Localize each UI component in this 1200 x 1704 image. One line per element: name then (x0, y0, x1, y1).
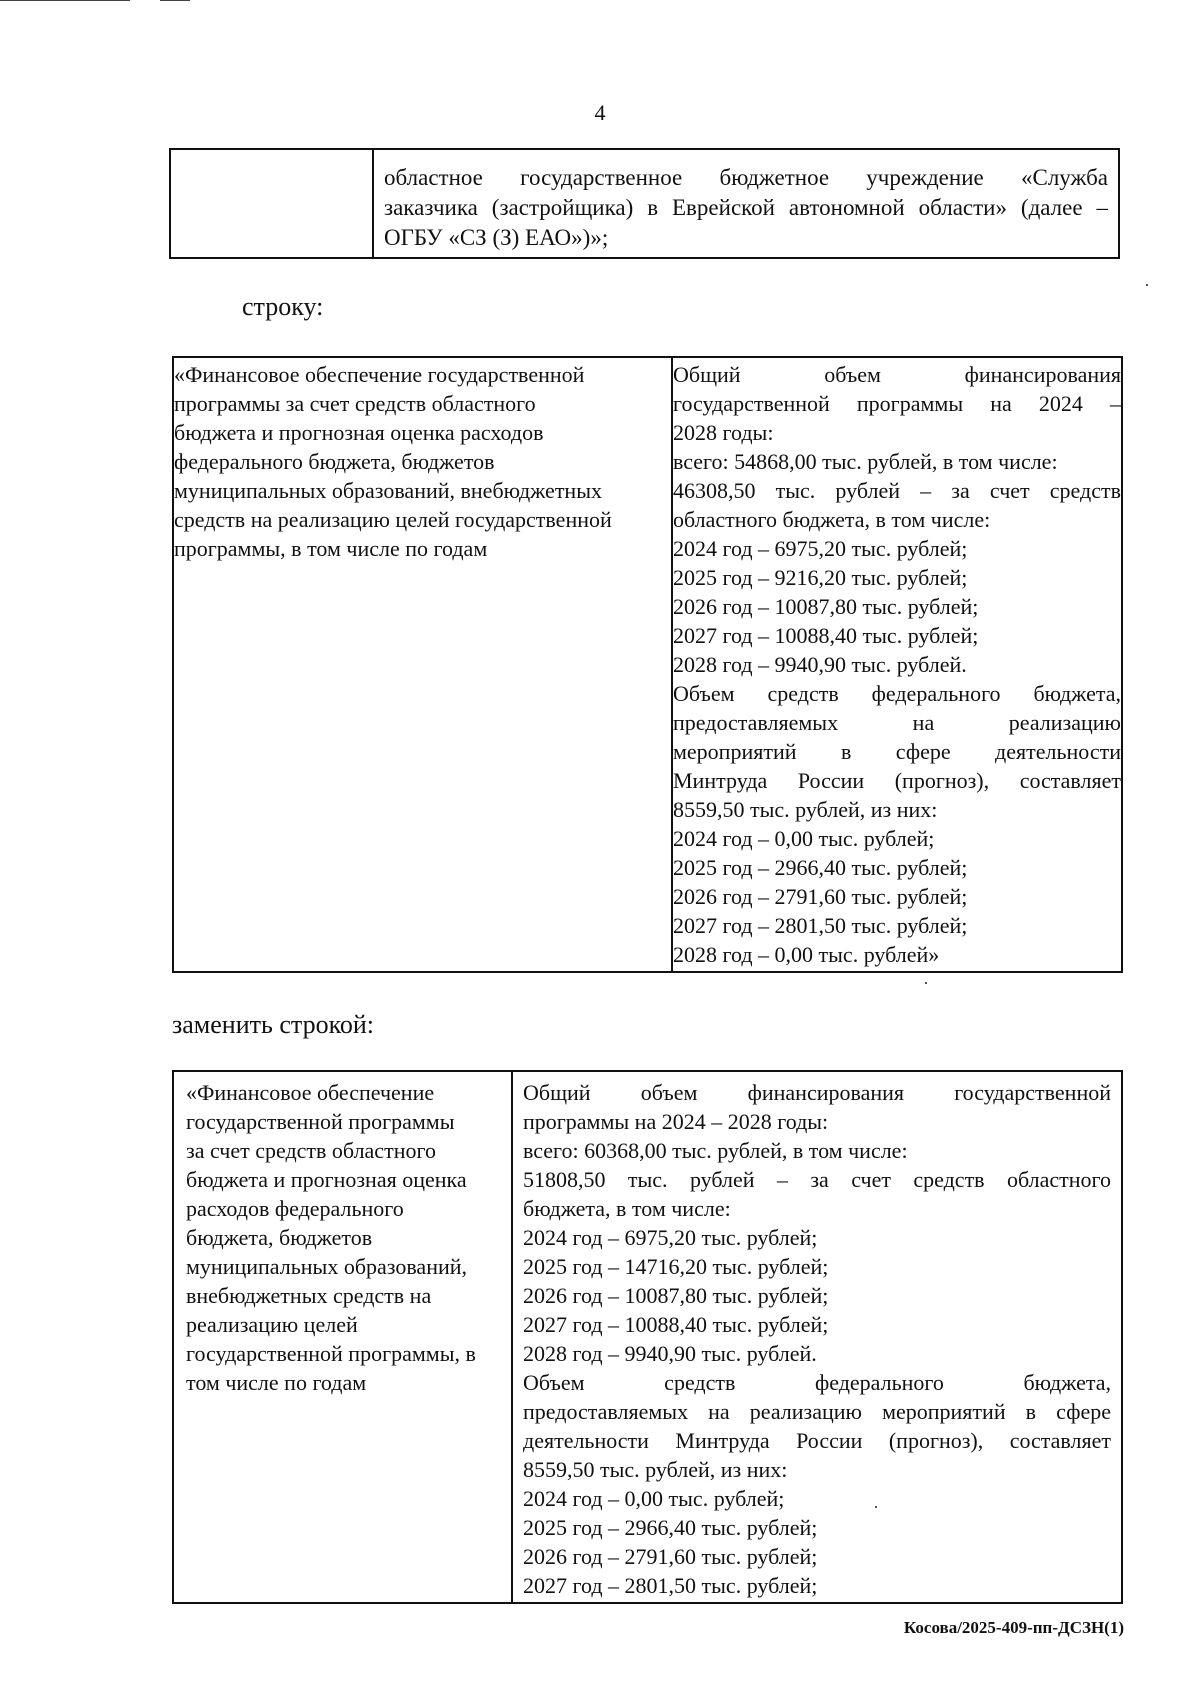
text-line: Минтруда России (прогноз), составляет (673, 768, 1121, 793)
text-line: федерального бюджета, бюджетов (174, 449, 495, 474)
text-line: государственной программы на 2024 – (673, 391, 1121, 416)
text-line: муниципальных образований, внебюджетных (174, 478, 602, 503)
text-line: 2028 год – 9940,90 тыс. рублей. (523, 1341, 817, 1366)
text-line: 2026 год – 2791,60 тыс. рублей; (523, 1544, 818, 1569)
text-line: бюджета, бюджетов (186, 1225, 373, 1250)
text-line: бюджета и прогнозная оценка (186, 1167, 467, 1192)
table-cell-value (512, 1071, 1122, 1603)
text-line: «Финансовое обеспечение государственной (174, 362, 585, 387)
table-new (172, 1070, 1123, 1604)
scan-dust (925, 982, 927, 984)
text-line: деятельности Минтруда России (прогноз), составляет (523, 1428, 1111, 1453)
text-line: мероприятий в сфере деятельности (673, 739, 1121, 764)
text-line: программы за счет средств областного (174, 391, 536, 416)
text-line: государственной программы (186, 1109, 455, 1134)
table-row (173, 1071, 1122, 1603)
text-line: всего: 60368,00 тыс. рублей, в том числе: (523, 1138, 908, 1163)
text-line: расходов федерального (186, 1196, 404, 1221)
text-line: заказчика (застройщика) в Еврейской автономной области» (далее – (384, 195, 1108, 220)
text-line: государственной программы, в (186, 1341, 476, 1366)
text-line: программы на 2024 – 2028 годы: (523, 1109, 829, 1134)
text-line: 8559,50 тыс. рублей, из них: (523, 1457, 788, 1482)
text-line: реализацию целей (186, 1312, 358, 1337)
document-code: Косова/2025-409-пп-ДСЗН(1) (903, 1618, 1124, 1637)
text-line: внебюджетных средств на (186, 1283, 432, 1308)
table-row (170, 149, 1119, 258)
table-cell-empty (170, 149, 373, 258)
text-line: бюджета и прогнозная оценка расходов (174, 420, 544, 445)
text-line: Объем средств федерального бюджета, (673, 681, 1121, 706)
text-line: 2026 год – 10087,80 тыс. рублей; (673, 594, 979, 619)
scan-edge-mark (160, 0, 190, 1)
text-line: предоставляемых на реализацию (673, 710, 1121, 735)
text-line: 2025 год – 2966,40 тыс. рублей; (673, 855, 968, 880)
text-line: 51808,50 тыс. рублей – за счет средств областного (523, 1167, 1111, 1192)
scan-edge-mark (0, 0, 130, 1)
text-line: 2027 год – 10088,40 тыс. рублей; (523, 1312, 829, 1337)
table-cell-label (173, 1071, 512, 1603)
text-line: «Финансовое обеспечение (186, 1080, 435, 1105)
text-line: Объем средств федерального бюджета, (523, 1370, 1111, 1395)
text-line: областного бюджета, в том числе: (673, 507, 991, 532)
text-line: предоставляемых на реализацию мероприятий в сфере (523, 1399, 1111, 1424)
text-line: 2027 год – 2801,50 тыс. рублей; (673, 913, 968, 938)
table-top (169, 148, 1120, 259)
text-line: 2025 год – 2966,40 тыс. рублей; (523, 1515, 818, 1540)
text-line: 2028 год – 9940,90 тыс. рублей. (673, 652, 967, 677)
text-line: всего: 54868,00 тыс. рублей, в том числе: (673, 449, 1058, 474)
text-line: программы, в том числе по годам (174, 536, 488, 561)
text-line: Общий объем финансирования (673, 362, 1121, 387)
caption-replace: заменить строкой: (172, 1010, 375, 1039)
text-line: 46308,50 тыс. рублей – за счет средств (673, 478, 1121, 503)
scan-dust (1146, 284, 1148, 286)
text-line: 2026 год – 10087,80 тыс. рублей; (523, 1283, 829, 1308)
text-line: муниципальных образований, (186, 1254, 468, 1279)
text-line: 2028 годы: (673, 420, 774, 445)
text-line: 2025 год – 14716,20 тыс. рублей; (523, 1254, 829, 1279)
text-line: 2028 год – 0,00 тыс. рублей» (673, 942, 940, 967)
page-number: 4 (594, 100, 606, 125)
table-old (172, 356, 1123, 973)
text-line: 8559,50 тыс. рублей, из них: (673, 797, 938, 822)
table-row (173, 357, 1122, 972)
table-cell-text (373, 149, 1119, 258)
text-line: 2024 год – 0,00 тыс. рублей; (673, 826, 935, 851)
table-cell-label (173, 357, 672, 972)
text-line: 2027 год – 2801,50 тыс. рублей; (523, 1573, 818, 1598)
text-line: том числе по годам (186, 1370, 367, 1395)
text-line: за счет средств областного (186, 1138, 436, 1163)
caption-row: строку: (242, 292, 324, 321)
text-line: 2024 год – 0,00 тыс. рублей; (523, 1486, 785, 1511)
text-line: 2024 год – 6975,20 тыс. рублей; (673, 536, 968, 561)
table-cell-value (672, 357, 1122, 972)
text-line: 2025 год – 9216,20 тыс. рублей; (673, 565, 968, 590)
text-line: 2027 год – 10088,40 тыс. рублей; (673, 623, 979, 648)
text-line: средств на реализацию целей государственной (174, 507, 612, 532)
text-line: 2024 год – 6975,20 тыс. рублей; (523, 1225, 818, 1250)
text-line: ОГБУ «СЗ (З) ЕАО»)»; (384, 225, 609, 250)
text-line: бюджета, в том числе: (523, 1196, 731, 1221)
text-line: областное государственное бюджетное учреждение «Служба (384, 165, 1108, 190)
text-line: Общий объем финансирования государственной (523, 1080, 1111, 1105)
text-line: 2026 год – 2791,60 тыс. рублей; (673, 884, 968, 909)
